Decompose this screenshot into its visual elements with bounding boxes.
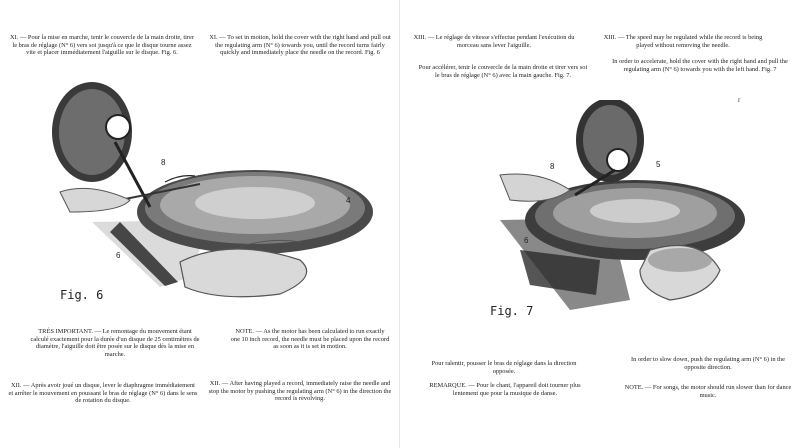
section-text: — Après avoir joué un disque, lever le diaphragme immédiatement et arrêter le mouvement en poussant le bras de réglage (N° 6) dans le sens de rotation du disque.: [8, 382, 198, 405]
callout-8: 8: [161, 158, 166, 167]
section-number: XII.: [11, 382, 22, 389]
important-note-french: [30, 328, 200, 358]
right-page: [400, 0, 800, 448]
section-text: — After having played a record, immediately raise the needle and stop the motor by pushing the regulating arm (N° 6) in the direction the record is revolving.: [208, 380, 392, 403]
section-xiii-french-accelerate: Pour accélérer, tenir le couvercle de la main droite et tirer vers soi le bras de réglage (N° 6) avec la main gauche. Fig. 7.: [418, 64, 588, 79]
figure-7-illustration: [400, 100, 800, 340]
section-xi-english: [208, 34, 392, 57]
slow-down-english: In order to slow down, push the regulating arm (N° 6) in the opposite direction.: [631, 356, 785, 371]
section-number: XI.: [209, 34, 218, 41]
callout-4: 4: [346, 196, 351, 205]
section-text: — Pour la mise en marche, tenir le couvercle de la main droite, tirer le bras de réglage (N° 6) vers soi jusqu'à ce que le disque tourne assez vite et placer immédiatement l'aiguille sur le disque. Fig. 6.: [12, 34, 195, 57]
note-heading: NOTE.: [235, 328, 254, 335]
section-text: — To set in motion, hold the cover with the right hand and pull out the regulating arm (N° 6) towards you, until the record turns fairly quickly and immediately place the needle on the record. Fig. 6: [215, 34, 391, 57]
note-heading: TRÈS IMPORTANT.: [38, 328, 94, 335]
callout-8: 8: [550, 162, 555, 171]
section-number: XIII.: [413, 34, 427, 41]
section-number: XI.: [9, 34, 19, 41]
section-xii-french: [8, 382, 198, 405]
note-heading: NOTE.: [624, 384, 644, 391]
figure-6-caption: Fig. 6: [60, 288, 104, 302]
section-xiii-english-accelerate: In order to accelerate, hold the cover with the right hand and pull the regulating arm (N° 6) towards you with the left hand. Fig. 7: [612, 58, 788, 73]
note-english: [230, 328, 390, 351]
section-xi-french: [8, 34, 196, 57]
note-heading: REMARQUE.: [429, 382, 467, 389]
section-number: XIII.: [603, 34, 617, 41]
note-text: — For songs, the motor should run slower than for dance music.: [644, 384, 792, 399]
section-xii-english: [205, 380, 395, 403]
stray-mark: r: [738, 96, 741, 104]
callout-5: 5: [656, 160, 661, 169]
note-text: — As the motor has been calculated to run exactly one 10 inch record, the needle must be placed upon the record as soon as it is set in motion.: [230, 328, 390, 351]
section-number: XII.: [209, 380, 221, 387]
section-text: — The speed may be regulated while the record is being played without removing the needle.: [617, 34, 763, 49]
section-xiii-french: [404, 34, 584, 49]
note-english: [622, 384, 794, 399]
section-xiii-english: [598, 34, 768, 49]
note-text: — Le remontage du mouvement étant calculé exactement pour la durée d'un disque de 25 centimètres de diamètre, l'aiguille doit être posée sur le disque dès la mise en marche.: [30, 328, 200, 358]
callout-6: 6: [116, 251, 121, 260]
section-text: — Le réglage de vitesse s'effectue pendant l'exécution du morceau sans lever l'aiguille.: [427, 34, 575, 49]
figure-7-caption: Fig. 7: [490, 304, 534, 318]
slow-down-french: Pour ralentir, pousser le bras de réglage dans la direction opposée.: [431, 360, 577, 375]
note-text: — Pour le chant, l'appareil doit tourner plus lentement que pour la musique de danse.: [452, 382, 581, 397]
callout-6: 6: [524, 236, 529, 245]
remarque-french: [422, 382, 588, 397]
